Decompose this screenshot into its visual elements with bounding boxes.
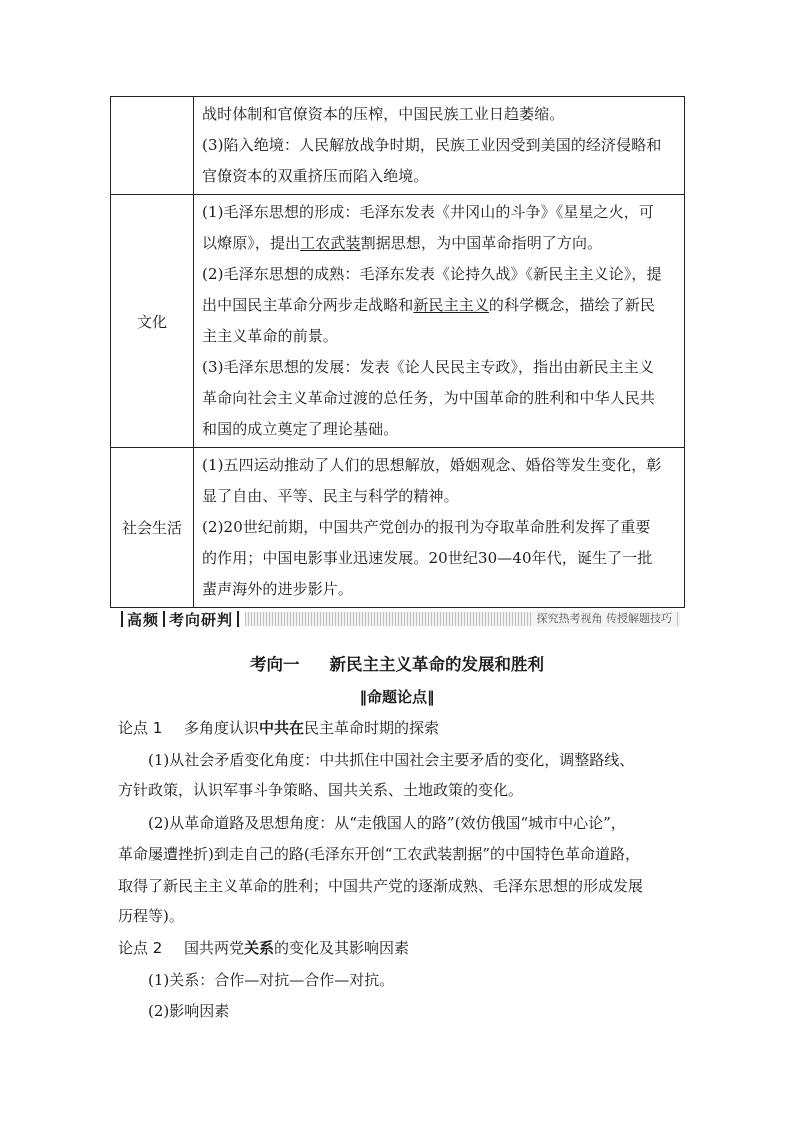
- text-line: (3)毛泽东思想的发展：发表《论人民民主专政》，指出由新民主主义: [202, 358, 654, 376]
- text-line: 战时体制和官僚资本的压榨，中国民族工业日趋萎缩。: [202, 105, 565, 123]
- text-line: 出中国民主革命分两步走战略和新民主主义的科学概念，描绘了新民: [202, 296, 656, 314]
- paragraph-line: 革命屡遭挫折)到走自己的路(毛泽东开创“工农武装割据”的中国特色革命道路，: [118, 845, 641, 863]
- section-subtitle: ‖命题论点‖: [359, 688, 435, 706]
- text-line: 以燎原》，提出工农武装割据思想，为中国革命指明了方向。: [202, 234, 603, 252]
- banner-title: 高频 考向研判: [117, 608, 243, 630]
- table-row: [111, 195, 685, 448]
- text-line: (2)毛泽东思想的成熟：毛泽东发表《论持久战》《新民主主义论》，提: [202, 265, 662, 283]
- paragraph-line: (1)从社会矛盾变化角度：中共抓住中国社会主要矛盾的变化，调整路线、: [148, 751, 635, 769]
- point-heading: 论点 1 多角度认识中共在民主革命时期的探索: [118, 719, 440, 737]
- section-title: 考向一 新民主主义革命的发展和胜利: [250, 655, 544, 674]
- text-line: (2)20世纪前期，中国共产党创办的报刊为夺取革命胜利发挥了重要: [202, 518, 651, 536]
- paragraph-line: 历程等)。: [118, 907, 184, 925]
- text-line: 革命向社会主义革命过渡的总任务，为中国革命的胜利和中华人民共: [202, 389, 656, 407]
- bar-divider: [121, 611, 123, 627]
- text-line: (1)五四运动推动了人们的思想解放，婚姻观念、婚俗等发生变化，彰: [202, 456, 662, 474]
- text-line: (3)陷入绝境：人民解放战争时期，民族工业因受到美国的经济侵略和: [202, 136, 662, 154]
- paragraph-line: 取得了新民主主义革命的胜利；中国共产党的逐渐成熟、毛泽东思想的形成发展: [118, 877, 644, 895]
- paragraph-line: 方针政策，认识军事斗争策略、国共关系、土地政策的变化。: [118, 781, 524, 799]
- row-category: 社会生活: [111, 448, 194, 608]
- text-line: 主主义革命的前景。: [202, 327, 338, 345]
- text-line: 的作用；中国电影事业迅速发展。20世纪30—40年代，诞生了一批: [202, 549, 653, 567]
- text-line: (1)毛泽东思想的形成：毛泽东发表《井冈山的斗争》《星星之火，可: [202, 203, 654, 221]
- text-line: 显了自由、平等、民主与科学的精神。: [202, 487, 459, 505]
- table-row: [111, 97, 685, 195]
- row-content: [194, 97, 685, 195]
- banner-tagline: 探究热考视角 传授解题技巧: [533, 611, 677, 627]
- bar-divider: [163, 611, 165, 627]
- paragraph-line: (1)关系：合作—对抗—合作—对抗。: [148, 971, 395, 989]
- bar-divider: [237, 611, 239, 627]
- row-content: [194, 448, 685, 608]
- paragraph-line: (2)影响因素: [148, 1002, 230, 1020]
- text-line: 和国的成立奠定了理论基础。: [202, 420, 399, 438]
- section-banner: [117, 608, 680, 630]
- underlined-term: 工农武装: [300, 234, 361, 252]
- point-heading: 论点 2 国共两党关系的变化及其影响因素: [118, 939, 410, 957]
- table-row: [111, 448, 685, 608]
- summary-table: [110, 96, 685, 608]
- text-line: 官僚资本的双重挤压而陷入绝境。: [202, 167, 429, 185]
- row-category: 文化: [111, 195, 194, 448]
- row-content: [194, 195, 685, 448]
- text-line: 蜚声海外的进步影片。: [202, 580, 354, 598]
- underlined-term: 新民主主义: [413, 296, 489, 314]
- paragraph-line: (2)从革命道路及思想角度：从“走俄国人的路”(效仿俄国“城市中心论”，: [148, 814, 626, 832]
- row-category: [111, 97, 194, 195]
